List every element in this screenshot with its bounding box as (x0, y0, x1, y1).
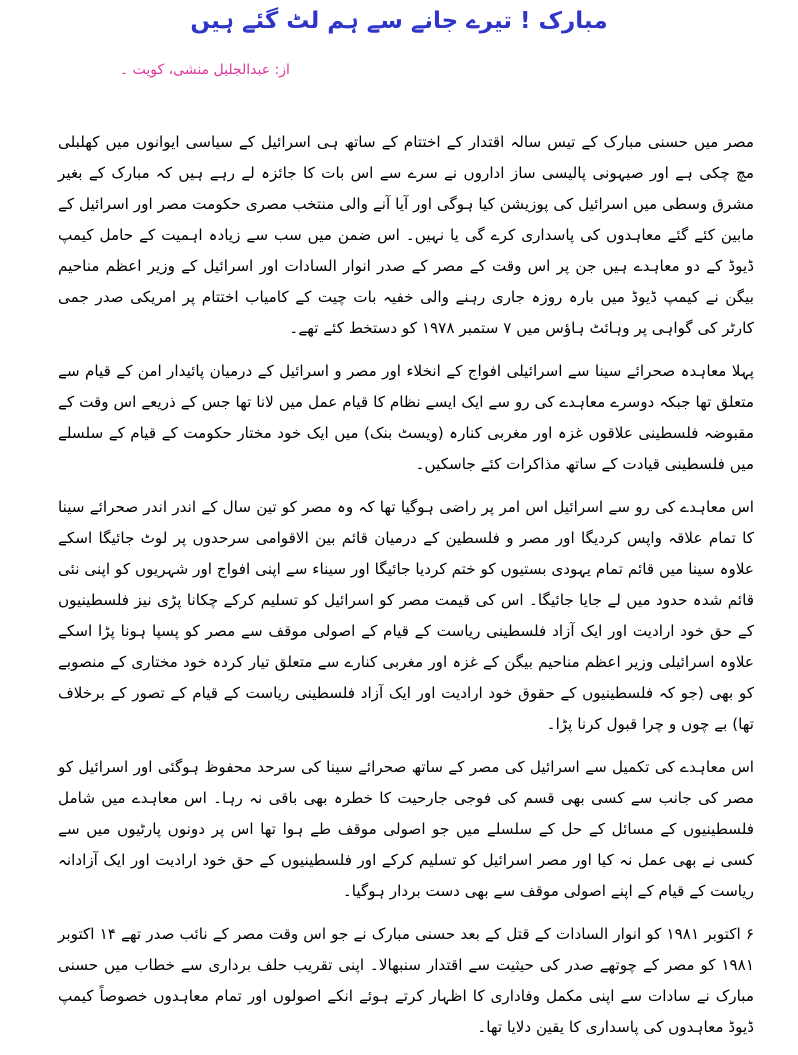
article-paragraph: اس معاہدے کی رو سے اسرائیل اس امر پر راضی ہوگیا تھا کہ وہ مصر کو تین سال کے اندر اندر صحرائے سینا کا تمام علاقہ واپس کردیگا اور مصر و فلسطین کے درمیان قائم بین الاقوامی سرحدوں پر لوٹ جائیگا اسکے علاوہ سینا میں قائم تمام یہودی بستیوں کو ختم کردیا جائیگا اور سیناء سے اپنی افواج اور شہریوں کو اپنی نئی قائم شدہ حدود میں لے جایا جائیگا۔ اس کی قیمت مصر کو اسرائیل کو تسلیم کرکے چکانا پڑی نیز فلسطینیوں کے حق خود ارادیت اور ایک آزاد فلسطینی ریاست کے قیام کے اصولی موقف سے مصر کو پسپا ہونا پڑا اسکے علاوہ اسرائیلی وزیر اعظم مناحیم بیگن کے غزہ اور مغربی کنارے سے متعلق تیار کردہ خود مختاری کے منصوبے کو بھی (جو کہ فلسطینیوں کے حقوق خود ارادیت اور ایک آزاد فلسطینی ریاست کے قیام کے تصور کے برخلاف تھا) بے چوں و چرا قبول کرنا پڑا۔ (58, 498, 754, 733)
article-paragraph: ۶ اکتوبر ۱۹۸۱ کو انوار السادات کے قتل کے بعد حسنی مبارک نے جو اس وقت مصر کے نائب صدر تھے ۱۴ اکتوبر ۱۹۸۱ کو مصر کے چوتھے صدر کی حیثیت سے اقتدار سنبھالا۔ اپنی تقریب حلف برداری سے خطاب میں حسنی مبارک نے سادات سے اپنی مکمل وفاداری کا اظہار کرتے ہوئے انکے اصولوں اور تمام معاہدوں خصوصاً کیمپ ڈیوڈ معاہدوں کی پاسداری کا یقین دلایا تھا۔ (58, 925, 754, 1036)
article-paragraph: مصر میں حسنی مبارک کے تیس سالہ اقتدار کے اختتام کے ساتھ ہی اسرائیل کے سیاسی ایوانوں میں کھلبلی مچ چکی ہے اور صیہونی پالیسی ساز اداروں نے سرے سے اس بات کا جائزہ لے رہے ہیں کہ مبارک کے بغیر مشرق وسطی میں اسرائیل کی پوزیشن کیا ہوگی اور آیا آنے والی منتخب مصری حکومت مصر اور اسرائیل کے مابین کئے گئے معاہدوں کی پاسداری کرے گی یا نہیں۔ اس ضمن میں سب سے زیادہ اہمیت کے حامل کیمپ ڈیوڈ کے دو معاہدے ہیں جن پر اس وقت کے مصر کے صدر انوار السادات اور اسرائیل کے وزیر اعظم مناحیم بیگن نے کیمپ ڈیوڈ میں بارہ روزہ جاری رہنے والی خفیہ بات چیت کے کامیاب اختتام پر امریکی صدر جمی کارٹر کی گواہی پر وہائٹ ہاؤس میں ۷ ستمبر ۱۹۷۸ کو دستخط کئے تھے۔ (58, 133, 754, 337)
article-title: مبارک ! تیرے جانے سے ہم لٹ گئے ہیں (190, 8, 608, 34)
article-paragraph: اس معاہدے کی تکمیل سے اسرائیل کی مصر کے ساتھ صحرائے سینا کی سرحد محفوظ ہوگئی اور اسرائیل کو مصر کی جانب سے کسی بھی قسم کی فوجی جارحیت کا خطرہ بھی باقی نہ رہا۔ اس معاہدے میں شامل فلسطینیوں کے مسائل کے حل کے سلسلے میں جو اصولی موقف طے ہوا تھا اس پر دونوں پارٹیوں میں سے کسی نے بھی عمل نہ کیا اور مصر اسرائیل کو تسلیم کرکے اور فلسطینیوں کے حق خود ارادیت اور ایک آزادانہ ریاست کے قیام کے اپنے اصولی موقف سے بھی دست بردار ہوگیا۔ (58, 758, 754, 900)
article-paragraph: پہلا معاہدہ صحرائے سینا سے اسرائیلی افواج کے انخلاء اور مصر و اسرائیل کے درمیان پائیدار امن کے قیام سے متعلق تھا جبکہ دوسرے معاہدے کی رو سے ایک ایسے نظام کا قیام عمل میں لانا تھا جس کے ذریعے اس وقت کے مقبوضہ فلسطینی علاقوں غزہ اور مغربی کنارہ (ویسٹ بنک) میں ایک خود مختار حکومت کے قیام کے سلسلے میں فلسطینی قیادت کے ساتھ مذاکرات کئے جاسکیں۔ (58, 362, 754, 473)
article-body (58, 127, 754, 1055)
article-byline: از: عبدالجلیل منشی، کویت ۔ (120, 62, 290, 78)
